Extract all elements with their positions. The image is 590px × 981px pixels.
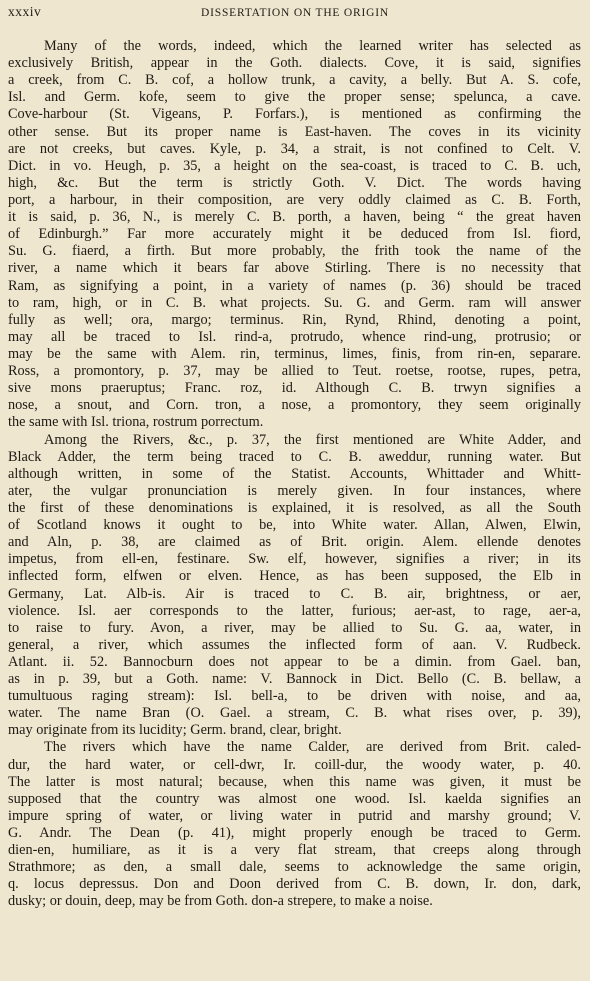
text-line: may all be traced to Isl. rind-a, protrudo, whence rind-ung, protrusio; or	[8, 328, 581, 345]
text-line: G. Andr. The Dean (p. 41), might properly enough be traced to Germ.	[8, 825, 581, 842]
text-line: port, a harbour, in their composition, are very oddly claimed as C. B. Forth,	[8, 191, 581, 208]
text-line: Strathmore; as den, a small dale, seems to acknowledge the same origin,	[8, 859, 581, 876]
text-line: Ram, as signifying a point, in a variety of names (p. 36) should be traced	[8, 277, 581, 294]
text-line: The rivers which have the name Calder, are derived from Brit. caled-	[44, 739, 581, 756]
text-line: Germany, Lat. Alb-is. Air is traced to C. B. air, brightness, or aer,	[8, 585, 581, 602]
text-line: q. locus depressus. Don and Doon derived from C. B. down, Ir. don, dark,	[8, 876, 581, 893]
text-line: Cove-harbour (St. Vigeans, P. Forfars.), is mentioned as confirming the	[8, 106, 581, 123]
text-line: a creek, from C. B. cof, a hollow trunk, a cavity, a belly. But A. S. cofe,	[8, 72, 581, 89]
text-line: Dict. in vo. Heugh, p. 35, a height on the sea-coast, is traced to C. B. uch,	[8, 157, 581, 174]
text-line: it is said, p. 36, N., is merely C. B. porth, a haven, being “ the great haven	[8, 209, 581, 226]
text-line: and Aln, p. 38, are claimed as of Brit. origin. Alem. ellende denotes	[8, 534, 581, 551]
text-line: as in p. 39, but a Goth. name: V. Bannock in Dict. Bello (C. B. bellaw, a	[8, 671, 581, 688]
text-line: to ram, high, or in C. B. what projects. Su. G. and Germ. ram will answer	[8, 294, 581, 311]
text-line: Isl. and Germ. kofe, seem to give the proper sense; spelunca, a cave.	[8, 89, 581, 106]
text-line: The latter is most natural; because, when this name was given, it must be	[8, 773, 581, 790]
text-line: ater, the vulgar pronunciation is merely given. In four instances, where	[8, 482, 581, 499]
page-header	[8, 4, 581, 25]
text-line: the first of these denominations is explained, it is resolved, as all the South	[8, 499, 581, 516]
text-line: may be the same with Alem. rin, terminus, limes, finis, from rin-en, separare.	[8, 345, 581, 362]
text-line: nose, a snout, and Corn. tron, a nose, a promontory, they seem originally	[8, 397, 581, 414]
text-line: impure spring of water, or living water in putrid and marshy ground; V.	[8, 807, 581, 824]
text-line: the same with Isl. triona, rostrum porrectum.	[8, 414, 264, 431]
text-line: tumultuous raging stream): Isl. bell-a, to be driven with noise, and aa,	[8, 688, 581, 705]
text-line: Ross, a promontory, p. 37, may be allied to Teut. roetse, rootse, rupes, petra,	[8, 363, 581, 380]
text-line: inflected form, elfwen or elven. Hence, as has been supposed, the Elb in	[8, 568, 581, 585]
text-line: to raise to fury. Avon, a river, may be allied to Su. G. aa, water, in	[8, 619, 581, 636]
text-line: Among the Rivers, &c., p. 37, the first mentioned are White Adder, and	[44, 431, 581, 448]
text-line: sive mons praeruptus; Franc. roz, id. Although C. B. trwyn signifies a	[8, 380, 581, 397]
text-line: supposed that the country was almost one wood. Isl. kaelda signifies an	[8, 790, 581, 807]
text-line: general, a river, which assumes the inflected form of aan. V. Rudbeck.	[8, 636, 581, 653]
text-line: impetus, from ell-en, festinare. Sw. elf, however, signifies a river; in its	[8, 551, 581, 568]
page-number: xxxiv	[8, 4, 42, 19]
running-title: DISSERTATION ON THE ORIGIN	[201, 7, 389, 19]
text-line: violence. Isl. aer corresponds to the latter, furious; aer-ast, to rage, aer-a,	[8, 602, 581, 619]
text-line: of Edinburgh.” Far more accurately might it be deduced from Isl. fiord,	[8, 226, 581, 243]
text-body	[8, 38, 581, 911]
text-line: dien-en, humiliare, as it is a very flat stream, that creeps along through	[8, 842, 581, 859]
text-line: river, a name which it bears far above Stirling. There is no necessity that	[8, 260, 581, 277]
text-line: may originate from its lucidity; Germ. brand, clear, bright.	[8, 722, 342, 739]
text-line: high, &c. But the term is strictly Goth. V. Dict. The words having	[8, 174, 581, 191]
text-line: Atlant. ii. 52. Bannocburn does not appear to be a dimin. from Gael. ban,	[8, 653, 581, 670]
text-line: dusky; or douin, deep, may be from Goth. don-a strepere, to make a noise.	[8, 893, 433, 910]
text-line: are not creeks, but caves. Kyle, p. 34, a strait, is not confined to Celt. V.	[8, 140, 581, 157]
text-line: other sense. But its proper name is East-haven. The coves in its vicinity	[8, 123, 581, 140]
text-line: water. The name Bran (O. Gael. a stream, C. B. what rises over, p. 39),	[8, 705, 581, 722]
text-line: of Scotland knows it ought to be, into White water. Allan, Alwen, Elwin,	[8, 517, 581, 534]
text-line: Su. G. fiaerd, a firth. But more probably, the frith took the name of the	[8, 243, 581, 260]
text-line: dur, the hard water, or cell-dwr, Ir. coill-dur, the woody water, p. 40.	[8, 756, 581, 773]
text-line: exclusively British, appear in the Goth. dialects. Cove, it is said, signifies	[8, 55, 581, 72]
text-line: Black Adder, the term being traced to C. B. aweddur, running water. But	[8, 448, 581, 465]
text-line: although written, in some of the Statist. Accounts, Whittader and Whitt-	[8, 465, 581, 482]
text-line: Many of the words, indeed, which the learned writer has selected as	[44, 38, 581, 54]
text-line: fully as well; ora, margo; terminus. Rin, Rynd, Rhind, denoting a point,	[8, 311, 581, 328]
